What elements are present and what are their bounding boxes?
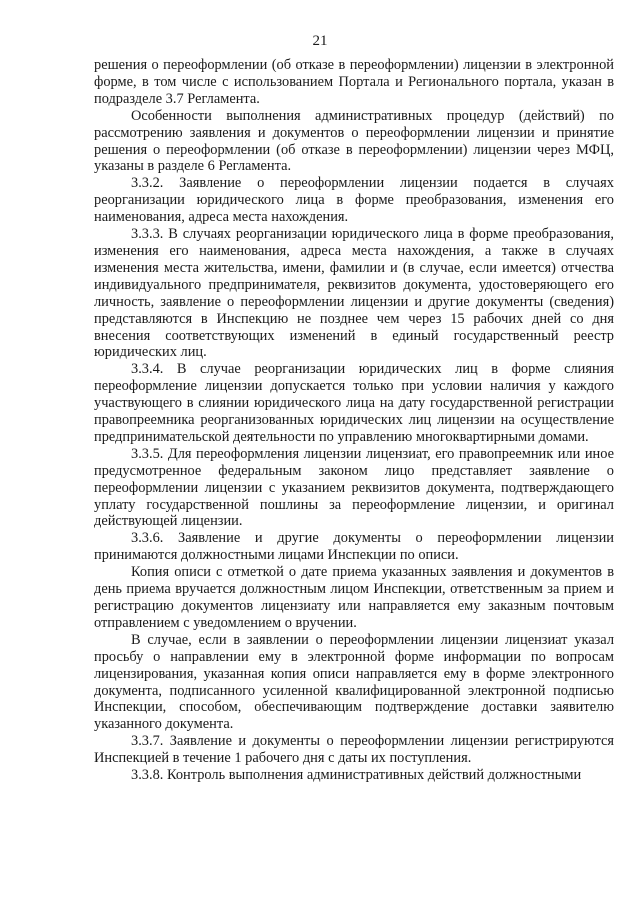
paragraph-3-3-7: 3.3.7. Заявление и документы о переоформлении лицензии регистрируются Инспекцией в течение 1 рабочего дня с даты их поступления.: [94, 733, 614, 767]
document-body: [94, 57, 614, 784]
paragraph-mfc-features: Особенности выполнения административных процедур (действий) по рассмотрению заявления и документов о переоформлении лицензии и принятие решения о переоформлении (об отказе в переоформлении) лицензии через МФЦ, указаны в разделе 6 Регламента.: [94, 107, 614, 175]
page-number: 21: [312, 33, 328, 49]
paragraph-3-3-3: 3.3.3. В случаях реорганизации юридического лица в форме преобразования, изменения его наименования, адреса места нахождения, а также в случаях изменения места жительства, имени, фамилии и (в случае, если имеется) отчества индивидуального предпринимателя, реквизитов документа, удостоверяющего его личность, заявление о переоформлении лицензии и другие документы (сведения) представляются в Инспекцию не позднее чем через 15 рабочих дней со дня внесения соответствующих изменений в единый государственный реестр юридических лиц.: [94, 226, 614, 361]
paragraph-3-3-8: 3.3.8. Контроль выполнения административных действий должностными: [131, 767, 582, 784]
paragraph-3-3-5: 3.3.5. Для переоформления лицензии лицензиат, его правопреемник или иное предусмотренное федеральным законом лицо представляет заявление о переоформлении лицензии с указанием реквизитов документа, подтверждающего уплату государственной пошлины за переоформление лицензии, и оригинал действующей лицензии.: [94, 445, 614, 530]
paragraph-electronic-request: В случае, если в заявлении о переоформлении лицензии лицензиат указал просьбу о направлении ему в электронной форме информации по вопросам лицензирования, указанная копия описи направляется ему в форме электронного документа, подписанного усиленной квалифицированной электронной подписью Инспекции, способом, обеспечивающим подтверждение доставки заявителю указанного документа.: [94, 631, 614, 733]
paragraph-3-3-6: 3.3.6. Заявление и другие документы о переоформлении лицензии принимаются должностными лицами Инспекции по описи.: [94, 530, 614, 564]
paragraph-inventory-copy: Копия описи с отметкой о дате приема указанных заявления и документов в день приема вручается должностным лицом Инспекции, ответственным за прием и регистрацию документов лицензиату или направляется ему заказным почтовым отправлением с уведомлением о вручении.: [94, 564, 614, 631]
paragraph-3-3-2: 3.3.2. Заявление о переоформлении лицензии подается в случаях реорганизации юридического лица в форме преобразования, изменения его наименования, адреса места нахождения.: [94, 175, 614, 226]
paragraph-3-3-4: 3.3.4. В случае реорганизации юридических лиц в форме слияния переоформление лицензии допускается только при условии наличия у каждого участвующего в слиянии юридического лица на дату государственной регистрации правопреемника реорганизованных юридических лиц лицензии на осуществление предпринимательской деятельности по управлению многоквартирными домами.: [94, 361, 614, 445]
paragraph-continuation: решения о переоформлении (об отказе в переоформлении) лицензии в электронной форме, в том числе с использованием Портала и Регионального портала, указан в подразделе 3.7 Регламента.: [94, 57, 614, 107]
